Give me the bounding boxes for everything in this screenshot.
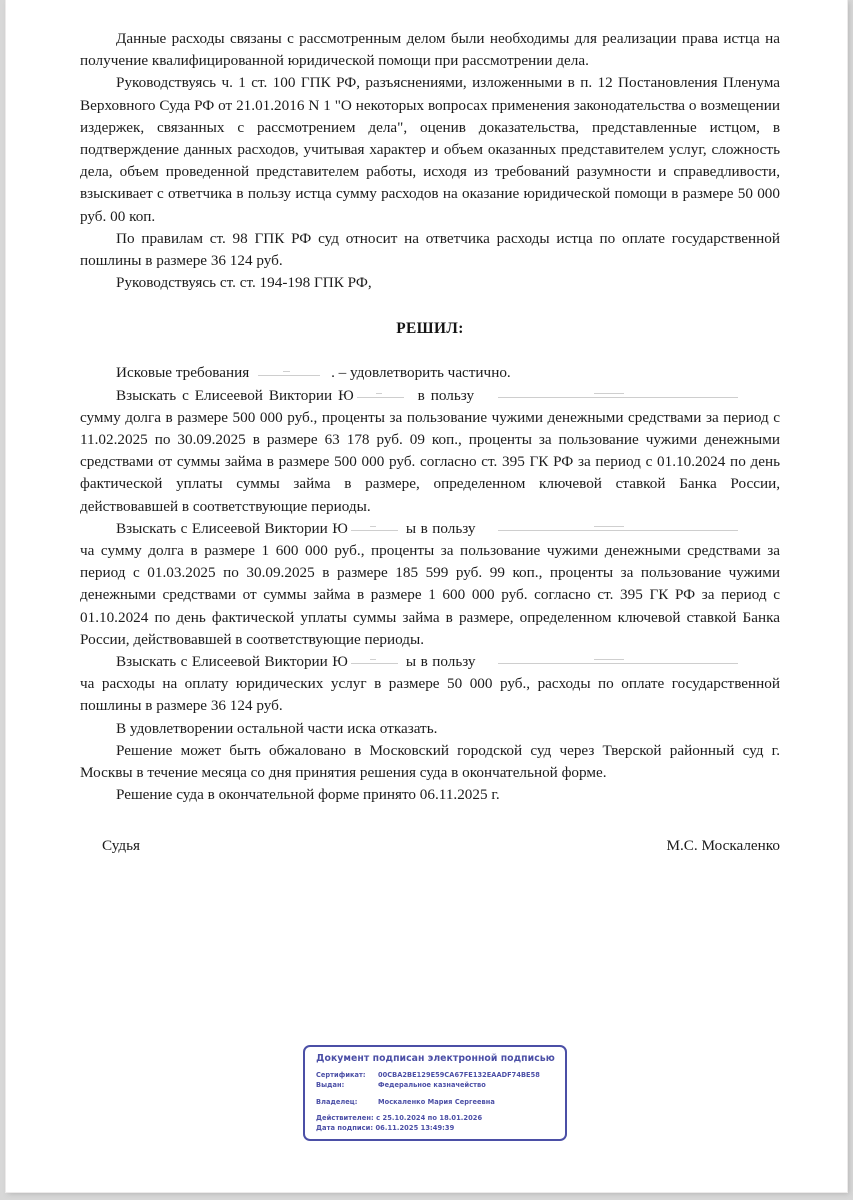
redacted-beneficiary-name-2 [480,521,780,536]
paragraph-legal-basis-art100: Руководствуясь ч. 1 ст. 100 ГПК РФ, разъяснениями, изложенными в п. 12 Постановления Пленума Верховного Суда РФ от 21.01.2016 N 1 "О некоторых вопросах применения законодательства о возмещении издержек, связанных с рассмотрением дела", оценив доказательства, представленные истцом, в подтверждение данных расходов, учитывая характер и объем оказанных представителем услуг, сложность дела, объем проведенной представителем работы, исходя из требований разумности и справедливости, взыскивает с ответчика в пользу истца сумму расходов на оказание юридической помощи в размере 50 000 руб. 00 коп. [80,74,780,225]
esign-certificate-label: Сертификат: [316,1071,366,1079]
redacted-beneficiary-name-1 [480,388,780,403]
esign-stamp-title: Документ подписан электронной подписью [316,1053,555,1064]
redacted-plaintiff-name [253,365,331,380]
document-page [6,0,847,1192]
ruling-award-legal-costs [80,651,780,718]
ruling-remainder-denied: В удовлетворении остальной части иска отказать. [116,719,438,737]
esign-spacer [316,1090,555,1097]
esign-issuer-row [316,1080,555,1090]
esign-valid-period: Действителен: с 25.10.2024 по 18.01.2026 [316,1114,483,1122]
esign-owner-row [316,1097,555,1107]
esign-sign-datetime: Дата подписи: 06.11.2025 13:49:39 [316,1124,455,1133]
redacted-defendant-patronymic-3 [348,654,406,669]
award1-text-end: сумму долга в размере 500 000 руб., проценты за пользование чужими денежными средствами за период с 11.02.2025 по 30.09.2025 в размере 63 178 руб. 09 коп., проценты за пользование чужими денежными средствами от суммы займа в размере 500 000 руб. согласно ст. 395 ГК РФ за период с 01.10.2024 по день фактической уплаты суммы займа в размере, определенном ключевой ставкой Банка России, действовавшей в соответствующие периоды. [80,408,780,515]
ruling-award-principal-1600000 [80,518,780,651]
award1-text-middle: в пользу [411,386,480,404]
award2-text-start: Взыскать с Елисеевой Виктории Ю [116,519,348,537]
award3-text-middle: ы в пользу [405,653,480,671]
award1-text-start: Взыскать с Елисеевой Виктории Ю [116,386,354,404]
ruling-claim-text-start: Исковые требования [116,364,254,382]
esign-issuer-value: Федеральное казначейство [378,1081,486,1089]
signature-judge-name: М.С. Москаленко [666,836,780,854]
paragraph-guided-by-articles: Руководствуясь ст. ст. 194-198 ГПК РФ, [116,274,372,292]
paragraph-expenses-justification: Данные расходы связаны с рассмотренным делом были необходимы для реализации права истца на получение квалифицированной юридической помощи при рассмотрении дела. [80,30,780,70]
award2-text-end: ча сумму долга в размере 1 600 000 руб., проценты за пользование чужими денежными средствами за период с 01.03.2025 по 30.09.2025 в размере 185 599 руб. 99 коп., проценты за пользование чужими денежными средствами от суммы займа в размере 1 600 000 руб. согласно ст. 395 ГК РФ за период с 01.10.2024 по день фактической уплаты суммы займа в размере, определенном ключевой ставкой Банка России, действовавшей в соответствующие периоды. [80,542,780,648]
ruling-claim-text-end: . – удовлетворить частично. [331,364,511,382]
award3-text-end: ча расходы на оплату юридических услуг в размере 50 000 руб., расходы по оплате государственной пошлины в размере 36 124 руб. [80,675,780,715]
esign-validity-block [316,1113,555,1134]
document-text-body [80,28,780,855]
electronic-signature-stamp [303,1045,567,1141]
paragraph-state-duty-art98: По правилам ст. 98 ГПК РФ суд относит на ответчика расходы истца по оплате государственной пошлины в размере 36 124 руб. [80,229,780,270]
redacted-beneficiary-name-3 [480,654,780,669]
esign-certificate-value: 00CBA2BE129E59CA67FE132EAADF74BE58 [378,1071,540,1079]
esign-certificate-row [316,1070,555,1080]
signature-block [80,807,780,855]
signature-role-label: Судья [102,836,141,854]
esign-owner-value: Москаленко Мария Сергеевна [378,1098,495,1106]
ruling-claim-partially-granted [80,362,780,384]
redacted-defendant-patronymic-2 [348,521,406,536]
ruling-appeal-instructions: Решение может быть обжаловано в Московский городской суд через Тверской районный суд г. Москвы в течение месяца со дня принятия решения суда в окончательной форме. [80,741,780,782]
resolution-heading: РЕШИЛ: [396,320,464,338]
redacted-defendant-patronymic-1 [354,388,412,403]
ruling-final-form-date: Решение суда в окончательной форме принято 06.11.2025 г. [116,786,500,804]
esign-owner-label: Владелец: [316,1098,358,1106]
esign-issuer-label: Выдан: [316,1081,345,1089]
ruling-award-principal-500000 [80,385,780,518]
award2-text-middle: ы в пользу [405,519,480,537]
award3-text-start: Взыскать с Елисеевой Виктории Ю [116,653,348,671]
